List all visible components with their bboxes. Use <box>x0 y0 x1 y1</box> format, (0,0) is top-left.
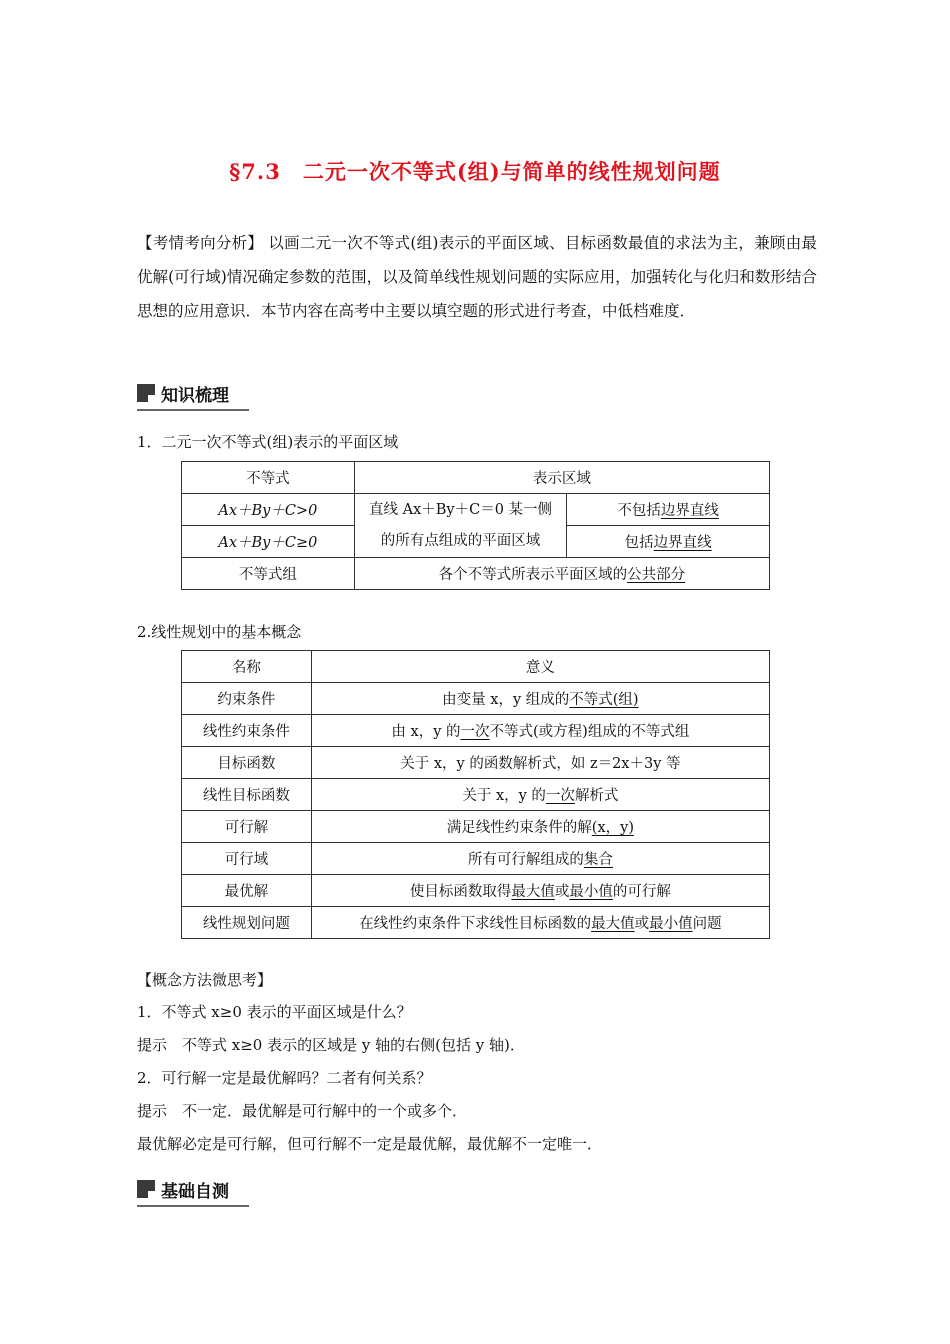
region-table <box>181 461 770 590</box>
answer-1: 提示 不等式 x≥0 表示的区域是 y 轴的右侧(包括 y 轴)． <box>137 1036 525 1054</box>
cell-underlined: 集合 <box>583 852 613 868</box>
section-square-icon <box>137 384 155 402</box>
table-row <box>182 683 770 715</box>
table-row <box>182 875 770 907</box>
cell-text: 各个不等式所表示平面区域的 <box>438 567 628 583</box>
table-cell: Ax＋By＋C≥0 <box>182 526 355 558</box>
table1-caption: 1．二元一次不等式(组)表示的平面区域 <box>137 433 399 451</box>
table-cell-name: 可行域 <box>182 843 312 875</box>
table-cell-meaning <box>311 907 769 939</box>
think-label: 【概念方法微思考】 <box>137 971 273 989</box>
table-row <box>182 779 770 811</box>
table-cell-name: 约束条件 <box>182 683 312 715</box>
table-row <box>182 907 770 939</box>
table-cell <box>567 526 770 558</box>
cell-text: 所有可行解组成的 <box>467 852 584 868</box>
table-row <box>182 811 770 843</box>
table-cell-name: 线性约束条件 <box>182 715 312 747</box>
section-heading-text: 知识梳理 <box>161 385 229 406</box>
think-block <box>137 970 602 1154</box>
intro-paragraph <box>137 226 817 328</box>
table-cell <box>354 558 769 590</box>
table-cell-meaning <box>311 875 769 907</box>
section-underline <box>137 1205 249 1207</box>
table-cell-meaning <box>311 683 769 715</box>
table-cell-meaning <box>311 779 769 811</box>
cell-underlined: 公共部分 <box>627 567 686 583</box>
cell-text: 由变量 x，y 组成的 <box>442 692 570 708</box>
cell-underlined: 最小值 <box>569 884 613 900</box>
table-cell-name: 目标函数 <box>182 747 312 779</box>
section-heading-knowledge <box>137 379 229 407</box>
question-2: 2．可行解一定是最优解吗？二者有何关系？ <box>137 1069 432 1087</box>
section-heading-text: 基础自测 <box>161 1181 229 1202</box>
page-title: §7.3 二元一次不等式(组)与简单的线性规划问题 <box>229 159 721 184</box>
cell-text: 在线性约束条件下求线性目标函数的 <box>359 916 592 932</box>
intro-label: 【考情考向分析】 <box>137 234 264 252</box>
cell-text: 解析式 <box>574 788 619 804</box>
answer-2-continued: 最优解必定是可行解，但可行解不一定是最优解，最优解不一定唯一． <box>137 1135 603 1153</box>
cell-text: 由 x，y 的 <box>391 724 461 740</box>
table-row <box>182 715 770 747</box>
answer-2: 提示 不一定．最优解是可行解中的一个或多个． <box>137 1102 468 1120</box>
table-cell: 不等式组 <box>182 558 355 590</box>
section-square-icon <box>137 1180 155 1198</box>
cell-text: 或 <box>554 884 570 900</box>
middle-line: 直线 Ax＋By＋C＝0 某一侧 <box>369 501 553 518</box>
cell-underlined: (x，y) <box>591 820 634 836</box>
cell-text: 问题 <box>692 916 722 932</box>
table-row <box>182 747 770 779</box>
table2-caption: 2.线性规划中的基本概念 <box>137 623 302 641</box>
table-header-cell: 不等式 <box>182 462 355 494</box>
table-cell-meaning <box>311 747 769 779</box>
section-heading-selftest <box>137 1175 229 1203</box>
cell-text: 或 <box>634 916 650 932</box>
table-cell-meaning <box>311 843 769 875</box>
cell-text: 不等式(或方程)组成的不等式组 <box>489 724 690 740</box>
cell-text: 关于 x，y 的 <box>462 788 546 804</box>
cell-underlined: 一次 <box>545 788 575 804</box>
cell-underlined: 一次 <box>460 724 490 740</box>
cell-underlined: 最大值 <box>511 884 555 900</box>
question-1: 1．不等式 x≥0 表示的平面区域是什么？ <box>137 1003 412 1021</box>
middle-line: 的所有点组成的平面区域 <box>380 532 541 549</box>
cell-underlined: 边界直线 <box>653 535 712 551</box>
table-cell-meaning <box>311 715 769 747</box>
cell-underlined: 不等式(组) <box>569 692 639 708</box>
cell-underlined: 最小值 <box>649 916 693 932</box>
table-row <box>182 843 770 875</box>
cell-underlined: 最大值 <box>591 916 635 932</box>
cell-text: 包括 <box>624 535 654 551</box>
cell-underlined: 边界直线 <box>660 503 719 519</box>
table-cell: Ax＋By＋C>0 <box>182 494 355 526</box>
cell-text: 关于 x，y 的函数解析式，如 z＝2x＋3y 等 <box>400 756 681 772</box>
table-header-cell: 名称 <box>182 651 312 683</box>
intro-text: 以画二元一次不等式(组)表示的平面区域、目标函数最值的求法为主，兼顾由最优解(可行域)情况确定参数的范围，以及简单线性规划问题的实际应用，加强转化与化归和数形结合思想的应用意识．本节内容在高考中主要以填空题的形式进行考查，中低档难度． <box>137 234 817 320</box>
table-cell-name: 线性规划问题 <box>182 907 312 939</box>
table-cell-meaning <box>311 811 769 843</box>
table-cell <box>567 494 770 526</box>
table-cell-name: 可行解 <box>182 811 312 843</box>
cell-text: 满足线性约束条件的解 <box>446 820 592 836</box>
concept-table <box>181 650 770 939</box>
table-header-cell: 意义 <box>311 651 769 683</box>
section-underline <box>137 409 249 411</box>
table-cell-name: 线性目标函数 <box>182 779 312 811</box>
cell-text: 使目标函数取得 <box>409 884 512 900</box>
table-cell-middle <box>354 494 567 558</box>
cell-text: 的可行解 <box>612 884 671 900</box>
table-cell-name: 最优解 <box>182 875 312 907</box>
cell-text: 不包括 <box>617 503 661 519</box>
table-header-cell: 表示区域 <box>354 462 769 494</box>
